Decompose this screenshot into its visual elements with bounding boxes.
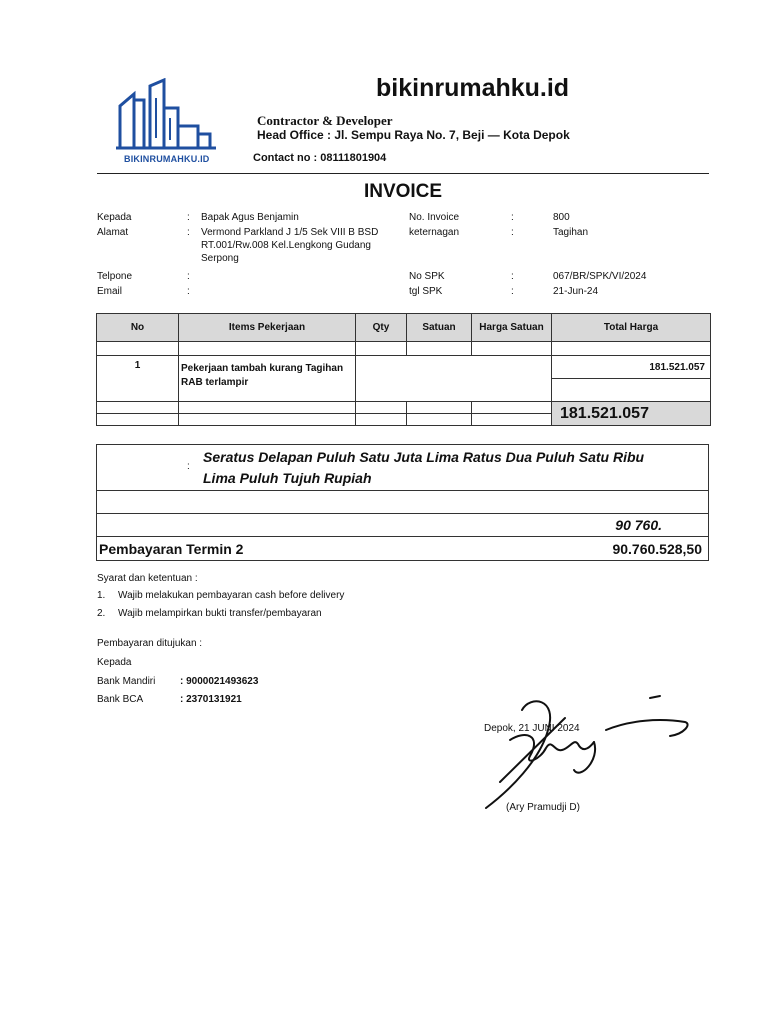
term-2-text: Wajib melampirkan bukti transfer/pembayaran (118, 608, 322, 619)
col-header-harga-satuan: Harga Satuan (472, 314, 552, 342)
invoice-title: INVOICE (363, 181, 443, 202)
terbilang-line-2: Lima Puluh Tujuh Rupiah (203, 470, 372, 486)
termin-value: 90.760.528,50 (612, 541, 702, 557)
terbilang-box (96, 444, 709, 491)
terbilang-line-1: Seratus Delapan Puluh Satu Juta Lima Ratus Dua Puluh Satu Ribu (203, 449, 645, 465)
signature-place-date: Depok, 21 JUNI 2024 (484, 723, 580, 734)
spk-label: No SPK (409, 271, 445, 282)
header-divider (97, 173, 709, 174)
bank-bca-label: Bank BCA (97, 694, 144, 705)
contact-number: Contact no : 08111801904 (253, 152, 387, 164)
sep: : (187, 271, 190, 282)
invoice-no-label: No. Invoice (409, 212, 460, 223)
payment-heading: Pembayaran ditujukan : (97, 638, 203, 649)
term-1-text: Wajib melakukan pembayaran cash before delivery (118, 590, 345, 601)
term-2-number: 2. (97, 608, 106, 619)
company-tagline: Contractor & Developer (257, 113, 393, 128)
col-header-no: No (97, 314, 179, 342)
sep: : (187, 286, 190, 297)
brand-name: bikinrumahku.id (376, 74, 570, 102)
term-1-number: 1. (97, 590, 106, 601)
col-header-items: Items Pekerjaan (179, 314, 356, 342)
signatory-name: (Ary Pramudji D) (506, 802, 580, 813)
tgl-spk-value: 21-Jun-24 (553, 286, 599, 297)
handwritten-signature (470, 690, 700, 820)
invoice-no-value: 800 (553, 212, 570, 223)
table-row (97, 342, 711, 356)
email-label: Email (97, 286, 123, 297)
keterangan-label: keternagan (409, 227, 460, 238)
telpone-label: Telpone (97, 271, 133, 282)
keterangan-value: Tagihan (553, 227, 589, 238)
partial-amount: 90 760. (615, 517, 662, 533)
alamat-line-3: Serpong (201, 253, 239, 264)
termin-label: Pembayaran Termin 2 (99, 541, 244, 557)
partial-row (96, 513, 709, 537)
bank-mandiri-label: Bank Mandiri (97, 676, 156, 687)
terbilang-text (203, 447, 644, 489)
summary-empty-row (96, 490, 709, 514)
table-row (97, 402, 711, 414)
payment-kepada: Kepada (97, 657, 132, 668)
tgl-spk-label: tgl SPK (409, 286, 443, 297)
logo-text: BIKINRUMAHKU.ID (124, 154, 210, 164)
alamat-line-2: RT.001/Rw.008 Kel.Lengkong Gudang (201, 240, 371, 251)
row-item: Pekerjaan tambah kurang Tagihan RAB terlampir (179, 356, 356, 402)
grand-total: 181.521.057 (552, 402, 711, 426)
bank-bca-account: : 2370131921 (180, 694, 242, 705)
table-row (97, 356, 711, 379)
terms-heading: Syarat dan ketentuan : (97, 573, 198, 584)
sep: : (187, 212, 190, 223)
sep: : (511, 227, 514, 238)
bank-mandiri-account: : 9000021493623 (180, 676, 259, 687)
sep: : (511, 286, 514, 297)
kepada-value: Bapak Agus Benjamin (201, 212, 299, 223)
col-header-satuan: Satuan (407, 314, 472, 342)
row-no: 1 (97, 356, 179, 402)
sep: : (511, 271, 514, 282)
spk-value: 067/BR/SPK/VI/2024 (553, 271, 647, 282)
row-total: 181.521.057 (552, 356, 711, 379)
termin-row (96, 536, 709, 561)
items-table (96, 313, 711, 426)
alamat-label: Alamat (97, 227, 129, 238)
alamat-line-1: Vermond Parkland J 1/5 Sek VIII B BSD (201, 227, 379, 238)
kepada-label: Kepada (97, 212, 132, 223)
sep: : (511, 212, 514, 223)
table-header-row (97, 314, 711, 342)
col-header-qty: Qty (356, 314, 407, 342)
col-header-total: Total Harga (552, 314, 711, 342)
sep: : (187, 461, 190, 472)
sep: : (187, 227, 190, 238)
head-office-address: Head Office : Jl. Sempu Raya No. 7, Beji — Kota Depok (257, 128, 570, 142)
